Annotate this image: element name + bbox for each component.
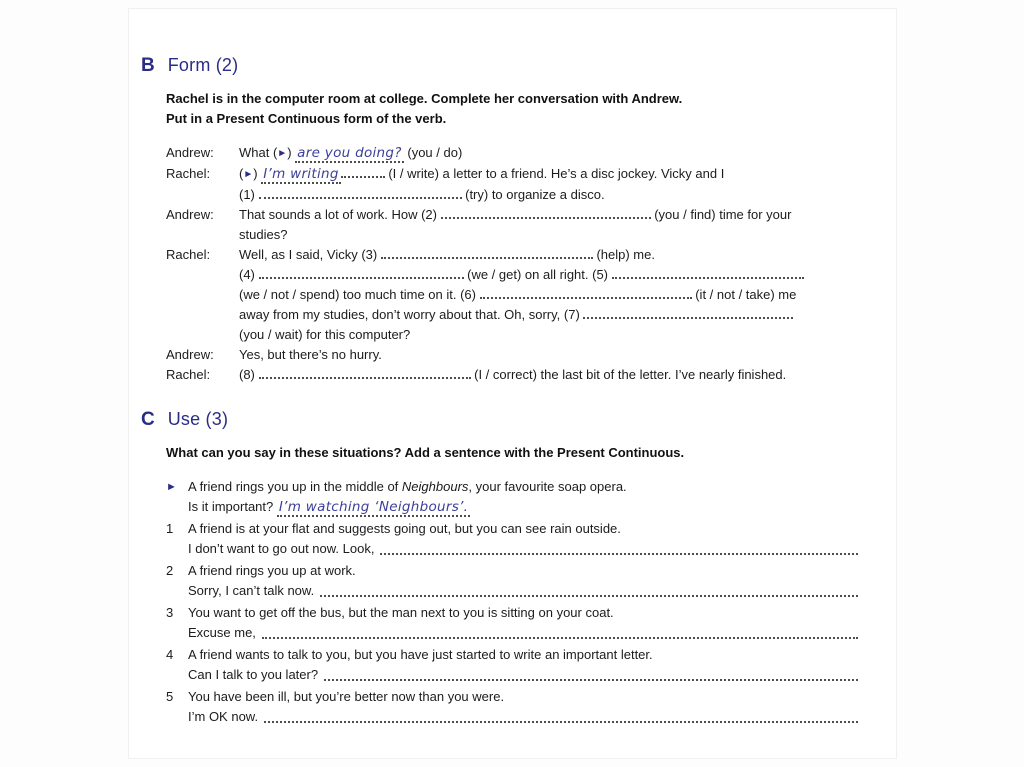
speaker-label: Rachel: <box>166 367 211 382</box>
dialogue-line: That sounds a lot of work. How (2) (you / find) time for your <box>239 207 792 222</box>
dialogue-row <box>166 245 860 345</box>
dialogue-row <box>166 345 860 365</box>
section-use <box>141 409 860 727</box>
dialogue-row <box>166 365 860 385</box>
example-arrow-icon: ► <box>243 169 254 180</box>
handwritten-answer: I’m writing <box>263 166 339 182</box>
exercise-instructions-line: Rachel is in the computer room at college. Complete her conversation with Andrew. <box>166 91 683 106</box>
dialogue-row <box>166 205 860 245</box>
prompt-line: Can I talk to you later? <box>188 665 860 685</box>
dialogue-line: What (►) are you doing? (you / do) <box>239 145 463 161</box>
handwritten-answer: are you doing? <box>297 145 402 161</box>
answer-blank <box>381 245 593 259</box>
programme-title: Neighbours <box>401 479 469 494</box>
answer-blank <box>259 185 462 199</box>
situation-item <box>166 519 860 559</box>
dialogue <box>166 143 860 385</box>
answer-blank <box>341 164 385 178</box>
prompt-line: Excuse me, <box>188 623 860 643</box>
situation-line: A friend is at your flat and suggests going out, but you can see rain outside. <box>188 521 621 536</box>
example-arrow-icon: ► <box>277 148 288 159</box>
item-number: 3 <box>166 605 174 620</box>
handwritten-answer: I’m watching ‘Neighbours’. <box>278 499 469 515</box>
situation-list <box>166 477 860 727</box>
speaker-label: Andrew: <box>166 145 214 160</box>
item-number: 2 <box>166 563 174 578</box>
answer-blank <box>259 365 471 379</box>
dialogue-line: (1) (try) to organize a disco. <box>239 187 605 202</box>
situation-item <box>166 645 860 685</box>
prompt-line: I don’t want to go out now. Look, <box>188 539 860 559</box>
section-form-body <box>166 89 860 385</box>
item-number: 5 <box>166 689 174 704</box>
dialogue-line: Yes, but there’s no hurry. <box>239 347 382 362</box>
answer-blank <box>264 721 858 723</box>
dialogue-row <box>166 164 860 205</box>
exercise-instructions-line: Put in a Present Continuous form of the verb. <box>166 111 447 126</box>
situation-item <box>166 603 860 643</box>
situation-line: You have been ill, but you’re better now than you were. <box>188 689 505 704</box>
speaker-label: Andrew: <box>166 207 214 222</box>
dialogue-line: studies? <box>239 227 288 242</box>
dialogue-row <box>166 143 860 164</box>
worksheet-page <box>128 8 897 759</box>
answer-blank <box>324 679 858 681</box>
section-title: Form (2) <box>167 55 239 75</box>
dialogue-line: Well, as I said, Vicky (3) (help) me. <box>239 247 655 262</box>
situation-line: A friend wants to talk to you, but you have just started to write an important letter. <box>188 647 653 662</box>
section-title: Use (3) <box>167 409 229 429</box>
answer-blank <box>262 637 858 639</box>
section-form <box>141 55 860 385</box>
section-use-heading <box>141 409 860 431</box>
dialogue-line: away from my studies, don’t worry about that. Oh, sorry, (7) <box>239 305 860 325</box>
dialogue-line: (you / wait) for this computer? <box>239 327 411 342</box>
dialogue-line: (4) (we / get) on all right. (5) <box>239 265 860 285</box>
example-arrow-icon: ► <box>166 481 177 493</box>
prompt-line: I’m OK now. <box>188 707 860 727</box>
dialogue-line: (we / not / spend) too much time on it. (6) (it / not / take) me <box>239 287 797 302</box>
situation-item <box>166 561 860 601</box>
dialogue-line: (8) (I / correct) the last bit of the letter. I’ve nearly finished. <box>239 367 787 382</box>
situation-item <box>166 477 860 517</box>
prompt-line: Is it important? I’m watching ‘Neighbours’. <box>188 499 469 515</box>
exercise-instructions-line: What can you say in these situations? Add a sentence with the Present Continuous. <box>166 445 685 460</box>
answer-blank <box>480 285 692 299</box>
situation-line: A friend rings you up at work. <box>188 563 356 578</box>
answer-blank <box>259 265 464 279</box>
section-form-heading <box>141 55 860 77</box>
answer-blank <box>612 265 804 279</box>
speaker-label: Rachel: <box>166 166 211 181</box>
item-number: 1 <box>166 521 174 536</box>
speaker-label: Andrew: <box>166 347 214 362</box>
situation-item <box>166 687 860 727</box>
section-letter: B <box>141 55 155 76</box>
item-number: 4 <box>166 647 174 662</box>
answer-blank <box>441 205 651 219</box>
prompt-line: Sorry, I can’t talk now. <box>188 581 860 601</box>
answer-blank <box>380 553 858 555</box>
answer-blank <box>320 595 858 597</box>
section-use-body <box>166 443 860 727</box>
situation-line: You want to get off the bus, but the man next to you is sitting on your coat. <box>188 605 614 620</box>
answer-blank <box>583 305 793 319</box>
situation-line: A friend rings you up in the middle of Neighbours, your favourite soap opera. <box>188 479 627 494</box>
dialogue-line: (►) I’m writing (I / write) a letter to a friend. He’s a disc jockey. Vicky and I <box>239 166 725 182</box>
speaker-label: Rachel: <box>166 247 211 262</box>
section-letter: C <box>141 409 155 430</box>
